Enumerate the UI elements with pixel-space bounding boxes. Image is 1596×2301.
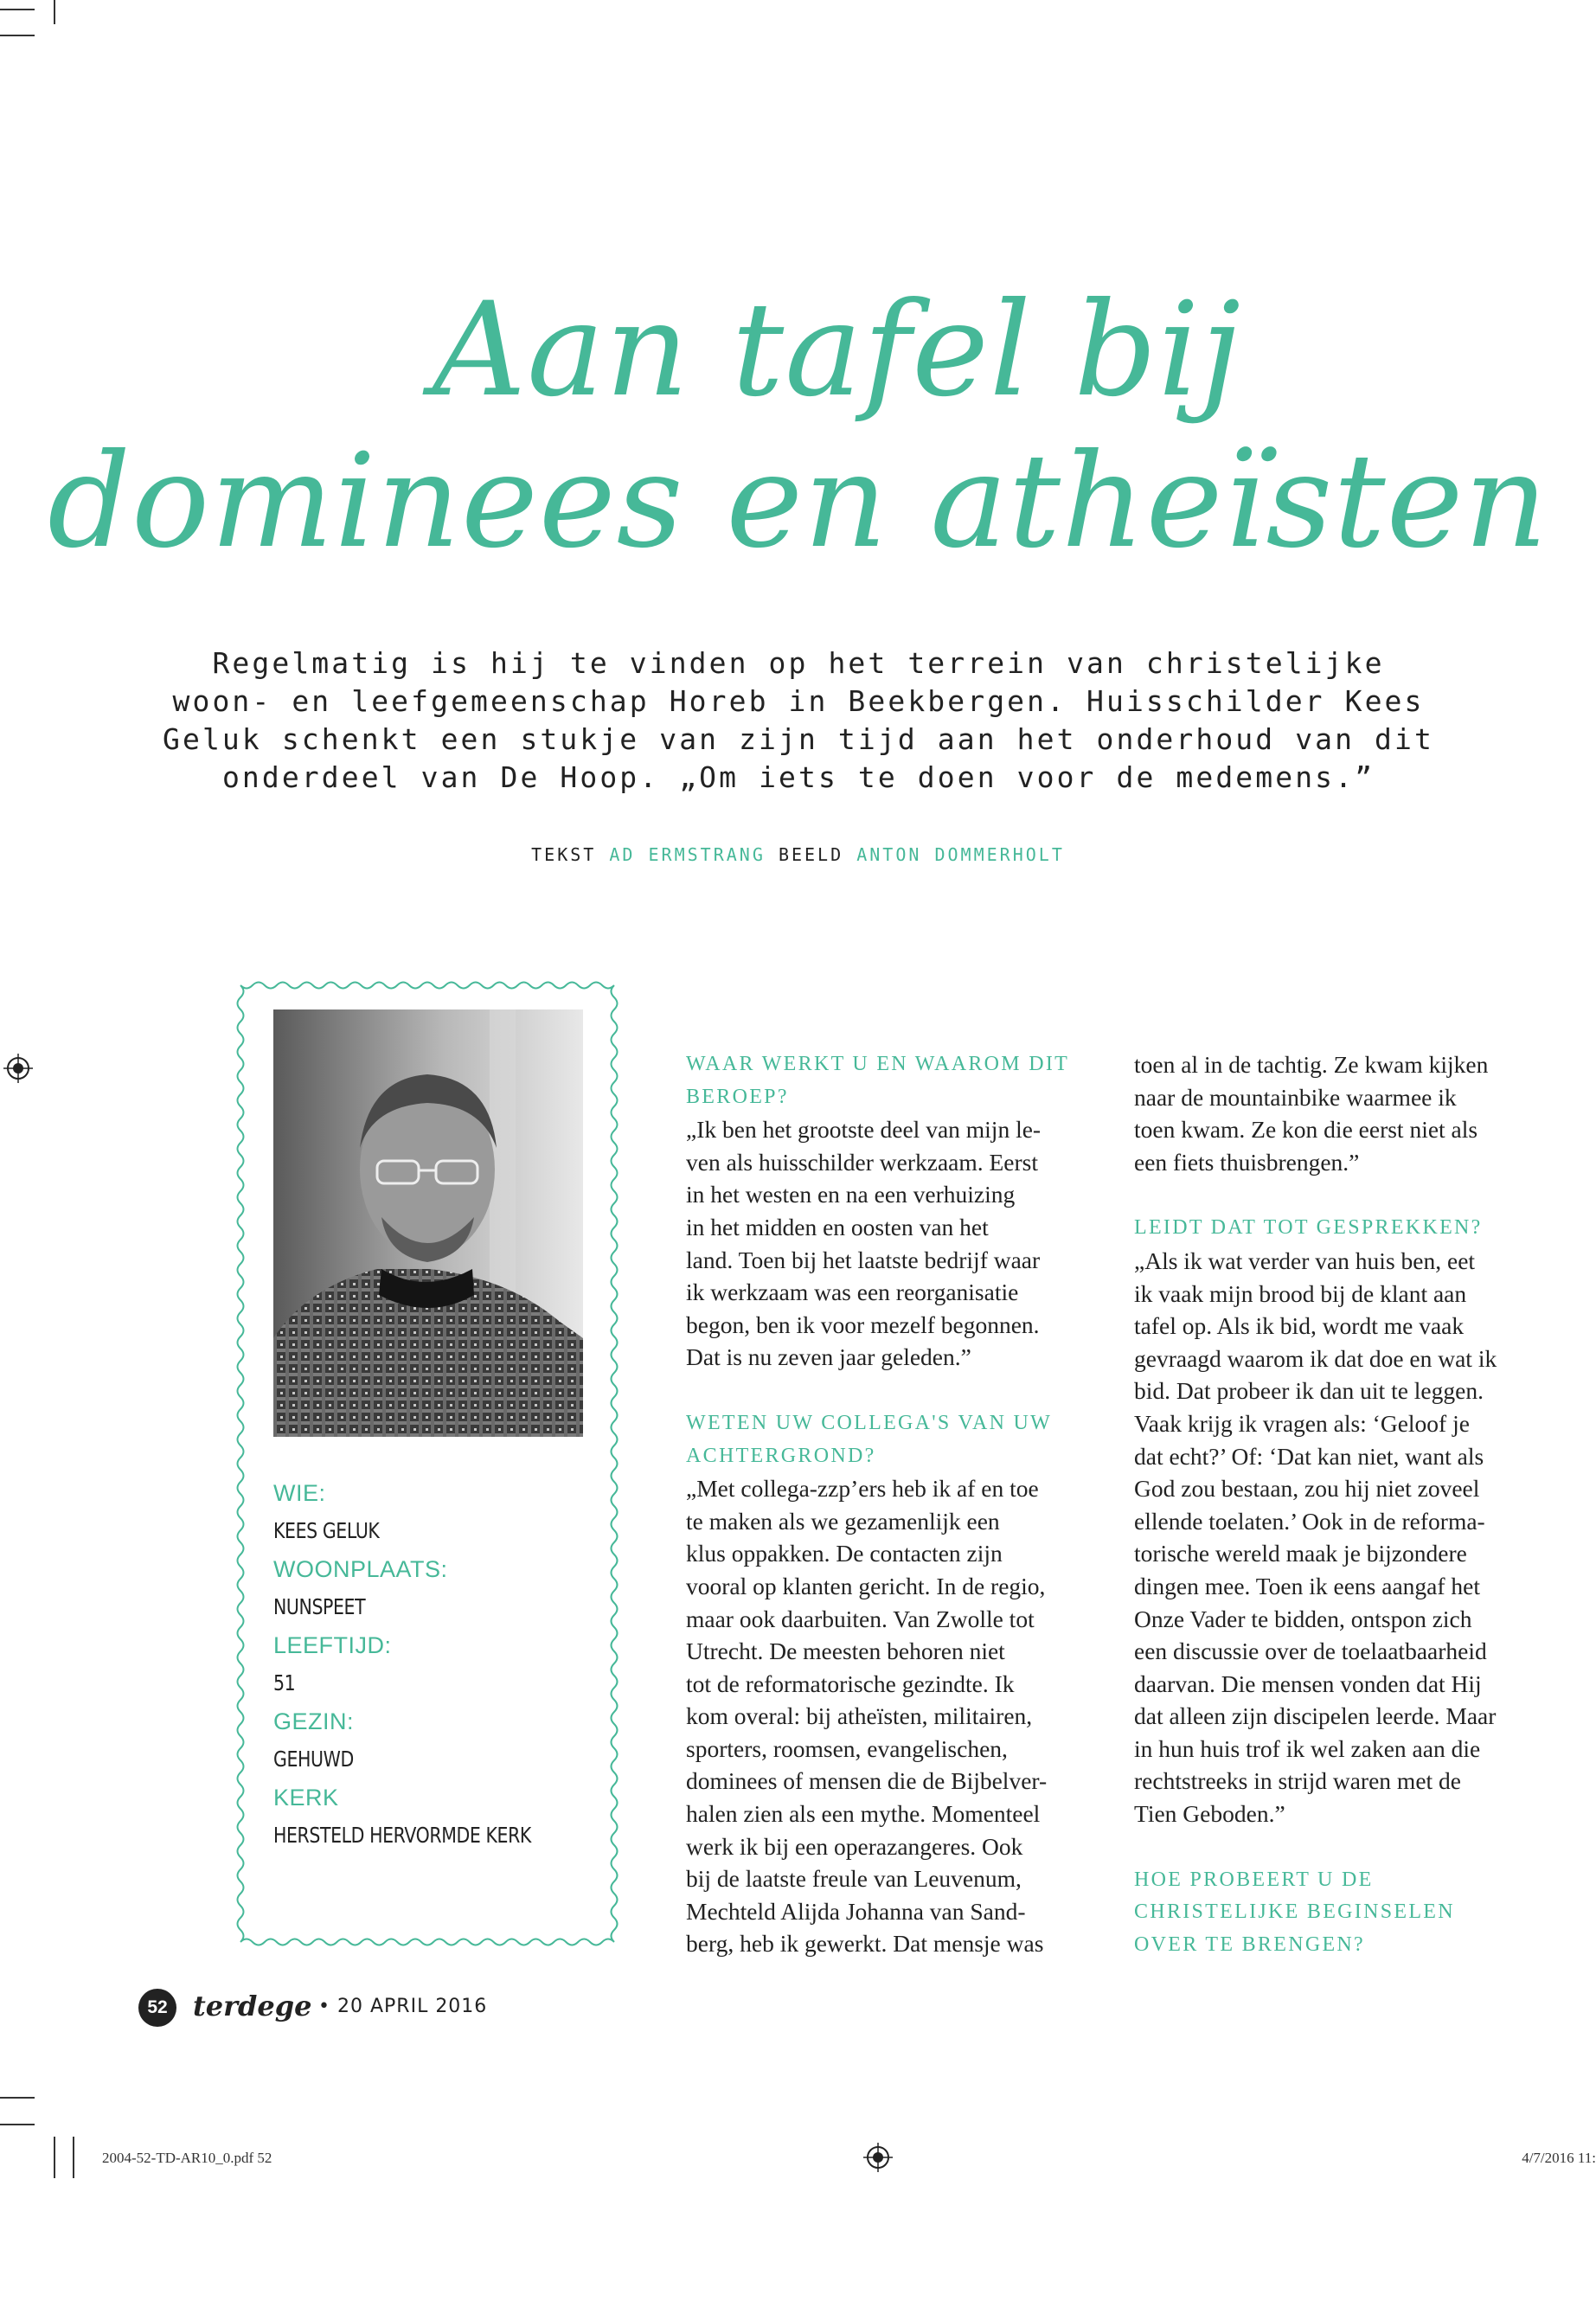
- fact-label: LEEFTIJD:: [273, 1632, 392, 1658]
- print-slug-date: 4/7/2016 11:: [1522, 2150, 1596, 2166]
- fact-value: NUNSPEET: [273, 1594, 366, 1619]
- registration-mark-icon: [863, 2143, 893, 2172]
- intro-line: onderdeel van De Hoop. „Om iets te doen voor de medemens.”: [221, 760, 1375, 794]
- crop-mark: [0, 9, 35, 10]
- answer-line: „Ik ben het grootste deel van mijn le-: [686, 1116, 1042, 1144]
- separator-dot: •: [318, 1996, 330, 2017]
- issue-date-text: 20 APRIL 2016: [337, 1996, 488, 2017]
- question-heading: CHRISTELIJKE BEGINSELEN: [1134, 1900, 1455, 1924]
- article-title: [0, 275, 1596, 578]
- answer-line: land. Toen bij het laatste bedrijf waar: [686, 1246, 1041, 1273]
- answer-line: berg, heb ik gewerkt. Dat mensje was: [686, 1930, 1044, 1958]
- image-credit-author: ANTON DOMMERHOLT: [856, 844, 1065, 865]
- answer-line: vooral op klanten gericht. In de regio,: [686, 1572, 1046, 1599]
- answer-line: daarvan. Die mensen vonden dat Hij: [1134, 1670, 1482, 1697]
- answer-line: Onze Vader te bidden, ontspon zich: [1134, 1605, 1472, 1632]
- answer-line: Utrecht. De meesten behoren niet: [686, 1638, 1005, 1665]
- crop-mark: [73, 2137, 74, 2178]
- fact-value: GEHUWD: [273, 1747, 354, 1772]
- answer-line: tafel op. Als ik bid, wordt me vaak: [1134, 1312, 1465, 1340]
- question-heading: BEROEP?: [686, 1085, 789, 1108]
- answer-line: sporters, roomsen, evangelischen,: [686, 1734, 1008, 1762]
- answer-line: God zou bestaan, zou hij niet zoveel: [1134, 1475, 1480, 1503]
- answer-line: Vaak krijg ik vragen als: ‘Geloof je: [1134, 1409, 1470, 1437]
- fact-label: WOONPLAATS:: [273, 1556, 448, 1582]
- answer-line: klus oppakken. De contacten zijn: [686, 1540, 1003, 1567]
- portrait-photo: [273, 1009, 583, 1437]
- answer-line: toen al in de tachtig. Ze kwam kijken: [1134, 1051, 1489, 1078]
- paragraph-gap: [686, 1374, 1094, 1407]
- answer-line: een fiets thuisbrengen.”: [1134, 1148, 1360, 1176]
- answer-line: Mechteld Alijda Johanna van Sand-: [686, 1897, 1026, 1925]
- magazine-logo: terdege: [193, 1990, 312, 2022]
- answer-line: kom overal: bij atheïsten, militairen,: [686, 1702, 1033, 1730]
- answer-line: werk ik bij een operazangeres. Ook: [686, 1832, 1023, 1860]
- image-credit-label: BEELD: [778, 844, 844, 865]
- article-column-1: [686, 1048, 1094, 1960]
- issue-date: [318, 1996, 487, 2017]
- title-line-2: dominees en atheïsten: [47, 426, 1549, 577]
- answer-line: ik werkzaam was een reorganisatie: [686, 1279, 1019, 1306]
- intro-line: Geluk schenkt een stukje van zijn tijd aan het onderhoud van dit: [163, 722, 1434, 756]
- fact-value: 51: [273, 1670, 296, 1695]
- crop-mark: [54, 2137, 55, 2178]
- answer-line: in hun huis trof ik wel zaken aan die: [1134, 1734, 1481, 1762]
- text-credit-author: AD ERMSTRANG: [609, 844, 766, 865]
- intro-line: Regelmatig is hij te vinden op het terrein van christelijke: [212, 646, 1385, 680]
- answer-line: maar ook daarbuiten. Van Zwolle tot: [686, 1605, 1035, 1632]
- answer-line: Tien Geboden.”: [1134, 1800, 1285, 1828]
- answer-line: in het midden en oosten van het: [686, 1213, 989, 1240]
- question-heading: LEIDT DAT TOT GESPREKKEN?: [1134, 1216, 1483, 1240]
- title-line-1: Aan tafel bij: [432, 275, 1242, 426]
- fact-value: HERSTELD HERVORMDE KERK: [273, 1823, 531, 1848]
- registration-mark-icon: [3, 1054, 33, 1083]
- answer-line: gevraagd waarom ik dat doe en wat ik: [1134, 1344, 1497, 1372]
- intro-lead: [163, 644, 1434, 797]
- answer-line: bij de laatste freule van Leuvenum,: [686, 1865, 1022, 1893]
- answer-line: dominees of mensen die de Bijbelver-: [686, 1767, 1048, 1795]
- answer-line: in het westen en na een verhuizing: [686, 1181, 1016, 1208]
- answer-line: Dat is nu zeven jaar geleden.”: [686, 1343, 971, 1371]
- answer-line: „Met collega-zzp’ers heb ik af en toe: [686, 1475, 1039, 1503]
- answer-line: rechtstreeks in strijd waren met de: [1134, 1767, 1461, 1795]
- profile-facts: [273, 1474, 585, 1855]
- crop-mark: [54, 0, 55, 24]
- answer-line: een discussie over de toelaatbaarheid: [1134, 1638, 1487, 1665]
- answer-line: te maken als we gezamenlijk een: [686, 1507, 1000, 1535]
- answer-line: begon, ben ik voor mezelf begonnen.: [686, 1311, 1040, 1338]
- answer-line: ik vaak mijn brood bij de klant aan: [1134, 1279, 1467, 1307]
- question-heading: WETEN UW COLLEGA'S VAN UW: [686, 1411, 1053, 1434]
- paragraph-gap: [1134, 1830, 1542, 1864]
- portrait-image: [273, 1009, 583, 1437]
- fact-label: KERK: [273, 1785, 339, 1811]
- article-column-2: [1134, 1048, 1542, 1961]
- crop-mark: [0, 2124, 35, 2125]
- fact-value: KEES GELUK: [273, 1518, 380, 1543]
- answer-line: ven als huisschilder werkzaam. Eerst: [686, 1148, 1039, 1176]
- paragraph-gap: [1134, 1178, 1542, 1212]
- print-slug: 2004-52-TD-AR10_0.pdf 52: [102, 2150, 272, 2166]
- answer-line: torische wereld maak je bijzondere: [1134, 1540, 1467, 1567]
- question-heading: HOE PROBEERT U DE: [1134, 1868, 1374, 1891]
- text-credit-label: TEKST: [531, 844, 597, 865]
- intro-line: woon- en leefgemeenschap Horeb in Beekbergen. Huisschilder Kees: [172, 684, 1425, 718]
- question-heading: ACHTERGROND?: [686, 1444, 876, 1467]
- question-heading: WAAR WERKT U EN WAAROM DIT: [686, 1053, 1070, 1075]
- fact-label: WIE:: [273, 1480, 326, 1506]
- answer-line: naar de mountainbike waarmee ik: [1134, 1083, 1457, 1111]
- answer-line: toen kwam. Ze kon die eerst niet als: [1134, 1116, 1478, 1144]
- answer-line: bid. Dat probeer ik dan uit te leggen.: [1134, 1377, 1484, 1405]
- answer-line: dingen mee. Toen ik eens aangaf het: [1134, 1572, 1480, 1599]
- crop-mark: [0, 2097, 35, 2099]
- answer-line: tot de reformatorische gezindte. Ik: [686, 1670, 1015, 1697]
- page-number: 52: [138, 1989, 176, 2027]
- answer-line: ellende toelaten.’ Ook in de reforma-: [1134, 1507, 1485, 1535]
- question-heading: OVER TE BRENGEN?: [1134, 1932, 1366, 1956]
- answer-line: dat echt?’ Of: ‘Dat kan niet, want als: [1134, 1442, 1484, 1470]
- crop-mark: [0, 35, 35, 36]
- fact-label: GEZIN:: [273, 1708, 355, 1734]
- answer-line: dat alleen zijn discipelen leerde. Maar: [1134, 1702, 1497, 1730]
- answer-line: halen zien als een mythe. Momenteel: [686, 1800, 1041, 1828]
- byline: [0, 844, 1596, 865]
- answer-line: „Als ik wat verder van huis ben, eet: [1134, 1247, 1476, 1274]
